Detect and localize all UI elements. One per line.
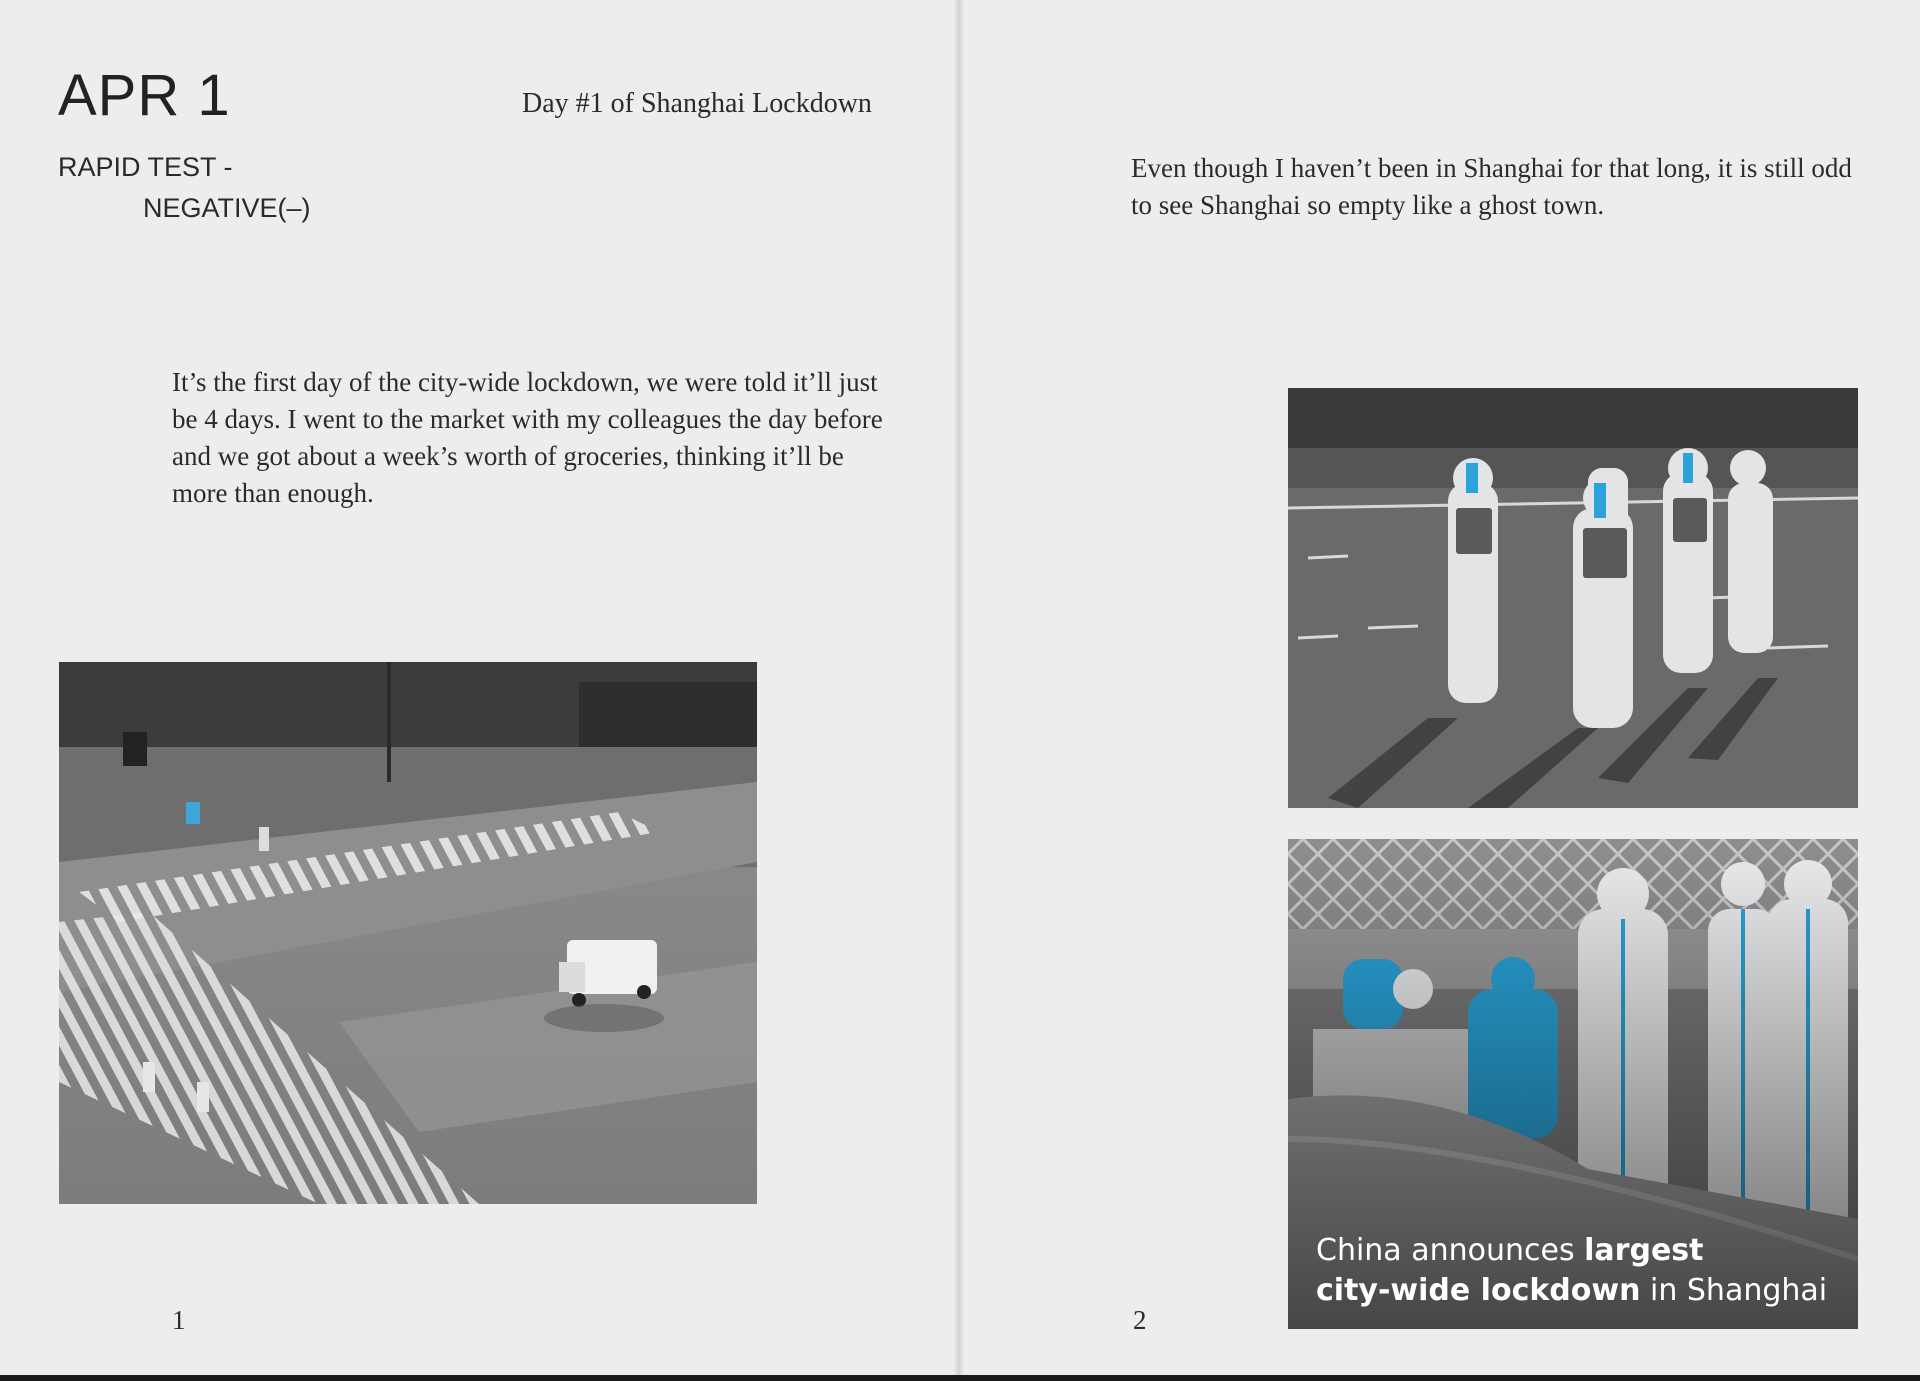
- caption-bold-1: largest: [1584, 1233, 1704, 1268]
- page-number-1: 1: [172, 1305, 186, 1335]
- page-number-2: 2: [1133, 1305, 1147, 1335]
- diary-paragraph: It’s the first day of the city-wide lockdown, we were told it’ll just be 4 days. I went to the market with my colleagues the day before and we got about a week’s worth of groceries, thinking it’ll be more than enough.: [172, 367, 883, 508]
- caption-text-1: China announces: [1316, 1233, 1585, 1268]
- right-page: [963, 0, 1920, 1375]
- empty-street-photo: [59, 662, 757, 1204]
- hazmat-officers-photo: [1288, 388, 1858, 808]
- news-screenshot-photo: [1288, 839, 1858, 1329]
- caption-text-2: in Shanghai: [1640, 1273, 1828, 1308]
- rapid-test-label: RAPID TEST -: [58, 152, 233, 182]
- caption-bold-2: city-wide lockdown: [1316, 1273, 1641, 1308]
- left-page: [0, 0, 957, 1375]
- day-label: Day #1 of Shanghai Lockdown: [522, 88, 872, 119]
- news-caption: [1316, 1231, 1827, 1311]
- rapid-test-result: NEGATIVE(–): [143, 193, 311, 223]
- ghost-town-paragraph: Even though I haven’t been in Shanghai for that long, it is still odd to see Shanghai so empty like a ghost town.: [1131, 153, 1852, 220]
- entry-date: APR 1: [58, 63, 231, 128]
